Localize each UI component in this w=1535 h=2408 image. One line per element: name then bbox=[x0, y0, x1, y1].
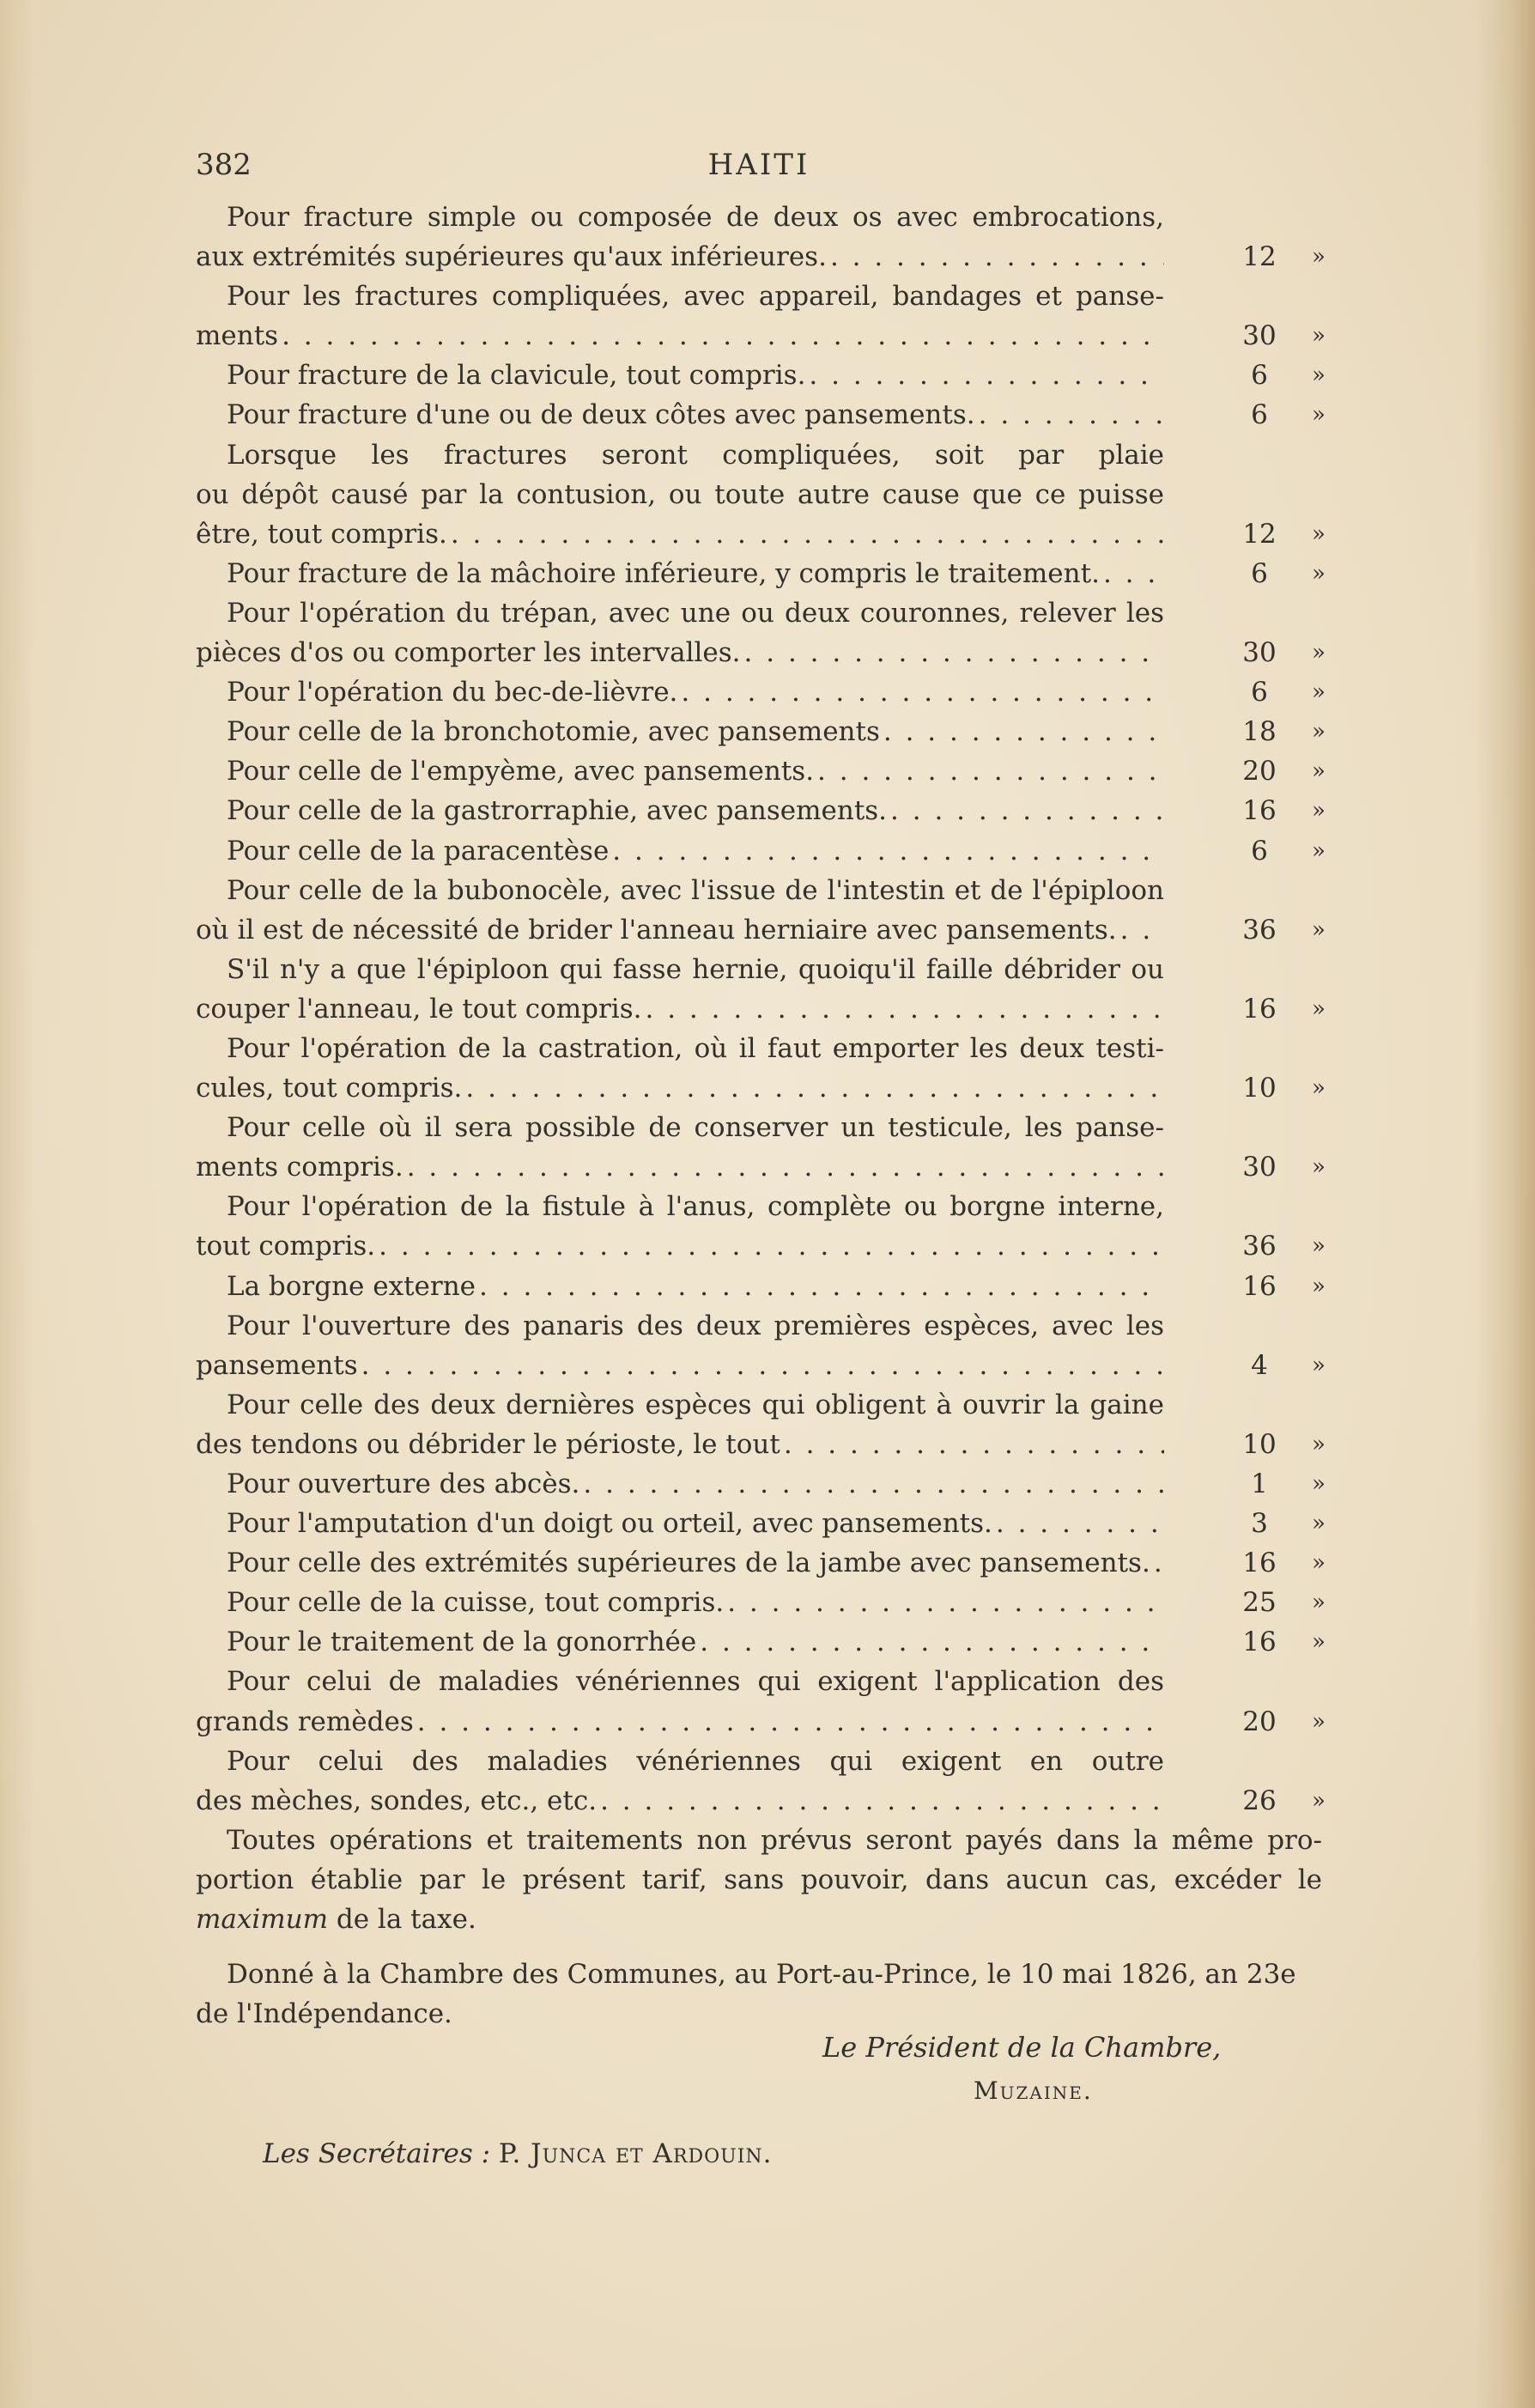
tariff-amount: 6 bbox=[1251, 399, 1268, 431]
dot-leader bbox=[379, 1226, 1164, 1266]
tariff-entry-text: couper l'anneau, le tout compris. bbox=[196, 993, 642, 1025]
tariff-entry-text: Pour fracture de la mâchoire inférieure, y compris le traitement. bbox=[227, 557, 1100, 589]
secretaries-label: Les Secrétaires : bbox=[263, 2138, 499, 2169]
tariff-entry-text: ments bbox=[196, 320, 279, 352]
tariff-amount: 30 bbox=[1242, 637, 1277, 669]
tariff-entry-text: Pour celle où il sera possible de conserver un testicule, les panse- bbox=[227, 1112, 1164, 1144]
dot-leader bbox=[1103, 554, 1164, 593]
tariff-entry-row bbox=[196, 1622, 1326, 1662]
president-name: Muzaine. bbox=[974, 2077, 1093, 2105]
tariff-entry-row bbox=[196, 1147, 1326, 1187]
tariff-entry-text-line bbox=[196, 198, 1322, 237]
page-number: 382 bbox=[196, 148, 252, 182]
tariff-entry-row bbox=[196, 791, 1326, 830]
tariff-entry-text: cules, tout compris. bbox=[196, 1073, 463, 1104]
paragraph-gap bbox=[196, 1939, 1322, 1955]
dot-leader bbox=[479, 1267, 1164, 1306]
tariff-amount: 16 bbox=[1242, 1627, 1277, 1658]
dot-leader bbox=[1154, 1543, 1164, 1583]
dot-leader bbox=[361, 1346, 1164, 1385]
tariff-entry-row bbox=[196, 1464, 1326, 1504]
tariff-entry-text-line bbox=[196, 1187, 1322, 1226]
tariff-entry-row bbox=[196, 356, 1326, 395]
ditto-mark: » bbox=[1312, 520, 1326, 547]
tariff-entry-text: Pour fracture d'une ou de deux côtes avec pansements. bbox=[227, 399, 975, 431]
tariff-entry-text: Pour celui de maladies vénériennes qui exigent l'application des bbox=[227, 1666, 1164, 1698]
dot-leader bbox=[890, 791, 1164, 830]
ditto-mark: » bbox=[1312, 758, 1326, 785]
ditto-mark: » bbox=[1312, 323, 1326, 350]
dot-leader bbox=[700, 1622, 1164, 1662]
tariff-entry-row bbox=[196, 1543, 1326, 1583]
tariff-amount: 20 bbox=[1242, 1706, 1277, 1737]
tariff-entry-row bbox=[196, 989, 1326, 1029]
tariff-entry-row bbox=[196, 1267, 1326, 1306]
closing-paragraph-line bbox=[196, 1821, 1322, 1860]
tariff-amount: 30 bbox=[1242, 320, 1277, 352]
ditto-mark: » bbox=[1312, 1511, 1326, 1537]
tariff-entry-text: Pour celle de la bronchotomie, avec pansements bbox=[227, 716, 880, 748]
tariff-entry-text: Pour celle de la bubonocèle, avec l'issue de l'intestin et de l'épiploon bbox=[227, 874, 1164, 906]
ditto-mark: » bbox=[1312, 362, 1326, 389]
tariff-entry-text: des tendons ou débrider le périoste, le tout bbox=[196, 1428, 780, 1460]
closing-text: portion établie par le présent tarif, sans pouvoir, dans aucun cas, excéder le bbox=[196, 1864, 1322, 1895]
date-line: de l'Indépendance. bbox=[196, 1998, 452, 2030]
closing-text: Toutes opérations et traitements non prévus seront payés dans la même pro- bbox=[227, 1824, 1322, 1856]
ditto-mark: » bbox=[1312, 560, 1326, 587]
president-title: Le Président de la Chambre, bbox=[822, 2031, 1222, 2064]
tariff-amount: 30 bbox=[1242, 1152, 1277, 1183]
tariff-amount: 36 bbox=[1242, 1231, 1277, 1262]
tariff-entry-row bbox=[196, 633, 1326, 672]
tariff-entry-text: Pour celle des extrémités supérieures de la jambe avec pansements. bbox=[227, 1548, 1150, 1579]
tariff-entry-text: Pour l'opération du bec-de-lièvre. bbox=[227, 677, 678, 708]
tariff-entry-text: grands remèdes bbox=[196, 1706, 414, 1737]
tariff-entry-text: Pour fracture de la clavicule, tout compris. bbox=[227, 360, 806, 392]
tariff-entry-text: S'il n'y a que l'épiploon qui fasse hernie, quoiqu'il faille débrider ou bbox=[227, 953, 1164, 985]
tariff-amount: 4 bbox=[1251, 1349, 1268, 1381]
tariff-entry-row bbox=[196, 395, 1326, 435]
tariff-entry-text: Pour l'opération de la fistule à l'anus, complète ou borgne interne, bbox=[227, 1191, 1164, 1223]
tariff-entry-text: pansements bbox=[196, 1349, 358, 1381]
tariff-entry-text: Pour celle de la gastrorraphie, avec pansements. bbox=[227, 795, 888, 827]
tariff-entry-text-line bbox=[196, 1306, 1322, 1346]
tariff-entry-row bbox=[196, 1226, 1326, 1266]
ditto-mark: » bbox=[1312, 1708, 1326, 1735]
ditto-mark: » bbox=[1312, 916, 1326, 943]
ditto-mark: » bbox=[1312, 1550, 1326, 1577]
ditto-mark: » bbox=[1312, 1431, 1326, 1457]
tariff-amount: 6 bbox=[1251, 677, 1268, 708]
tariff-amount: 12 bbox=[1242, 241, 1277, 273]
tariff-entry-text: Pour les fractures compliquées, avec appareil, bandages et panse- bbox=[227, 281, 1164, 313]
ditto-mark: » bbox=[1312, 1787, 1326, 1814]
tariff-entry-text: Pour l'opération de la castration, où il faut emporter les deux testi- bbox=[227, 1032, 1164, 1064]
ditto-mark: » bbox=[1312, 719, 1326, 745]
tariff-entry-text: La borgne externe bbox=[227, 1270, 476, 1302]
dot-leader bbox=[809, 356, 1164, 395]
tariff-entry-row bbox=[196, 910, 1326, 950]
dot-leader bbox=[407, 1147, 1164, 1187]
tariff-entry-text: pièces d'os ou comporter les intervalles. bbox=[196, 637, 741, 669]
ditto-mark: » bbox=[1312, 1075, 1326, 1102]
ditto-mark: » bbox=[1312, 837, 1326, 864]
page-edge-shadow-right bbox=[1475, 0, 1535, 2408]
dot-leader bbox=[282, 316, 1164, 356]
tariff-amount: 25 bbox=[1242, 1587, 1277, 1619]
tariff-entry-text: ou dépôt causé par la contusion, ou toute autre cause que ce puisse bbox=[196, 478, 1164, 510]
page-edge-shadow-left bbox=[0, 0, 34, 2408]
tariff-amount: 3 bbox=[1251, 1508, 1268, 1540]
ditto-mark: » bbox=[1312, 1233, 1326, 1260]
ditto-mark: » bbox=[1312, 679, 1326, 706]
tariff-entry-text: ments compris. bbox=[196, 1152, 403, 1183]
ditto-mark: » bbox=[1312, 1590, 1326, 1616]
tariff-entry-text: Lorsque les fractures seront compliquées, soit par plaie bbox=[227, 439, 1164, 471]
tariff-entry-text: Pour celle des deux dernières espèces qui obligent à ouvrir la gaine bbox=[227, 1389, 1164, 1420]
tariff-entry-text-line bbox=[196, 871, 1322, 910]
secretaries-line bbox=[263, 2138, 773, 2169]
dot-leader bbox=[830, 237, 1164, 277]
tariff-entry-text-line bbox=[196, 950, 1322, 989]
tariff-entry-text: Pour fracture simple ou composée de deux os avec embrocations, bbox=[227, 202, 1164, 233]
tariff-entry-row bbox=[196, 831, 1326, 871]
ditto-mark: » bbox=[1312, 402, 1326, 429]
tariff-list bbox=[196, 198, 1326, 2034]
tariff-entry-row bbox=[196, 514, 1326, 554]
dot-leader bbox=[583, 1464, 1164, 1504]
tariff-entry-row bbox=[196, 554, 1326, 593]
dot-leader bbox=[727, 1583, 1164, 1622]
tariff-entry-text: Pour celle de la cuisse, tout compris. bbox=[227, 1587, 725, 1619]
tariff-amount: 12 bbox=[1242, 518, 1277, 550]
dot-leader bbox=[451, 514, 1164, 554]
tariff-entry-row bbox=[196, 316, 1326, 356]
tariff-entry-text-line bbox=[196, 435, 1322, 475]
tariff-entry-row bbox=[196, 1702, 1326, 1742]
tariff-amount: 16 bbox=[1242, 795, 1277, 827]
tariff-amount: 6 bbox=[1251, 835, 1268, 867]
tariff-entry-text: Pour celle de l'empyème, avec pansements. bbox=[227, 756, 815, 787]
tariff-entry-row bbox=[196, 1346, 1326, 1385]
tariff-entry-text-line bbox=[196, 1742, 1322, 1781]
dot-leader bbox=[417, 1702, 1164, 1742]
closing-text: de la taxe. bbox=[328, 1904, 476, 1936]
dot-leader bbox=[600, 1781, 1164, 1821]
tariff-entry-text: être, tout compris. bbox=[196, 518, 447, 550]
tariff-entry-row bbox=[196, 751, 1326, 791]
tariff-entry-text-line bbox=[196, 1029, 1322, 1068]
tariff-amount: 18 bbox=[1242, 716, 1277, 748]
tariff-amount: 36 bbox=[1242, 914, 1277, 946]
tariff-entry-text: Pour ouverture des abcès. bbox=[227, 1469, 580, 1499]
tariff-entry-row bbox=[196, 1425, 1326, 1464]
tariff-entry-text: Pour l'opération du trépan, avec une ou deux couronnes, relever les bbox=[227, 597, 1164, 629]
tariff-entry-text: Pour celui des maladies vénériennes qui exigent en outre bbox=[227, 1745, 1164, 1777]
dot-leader bbox=[645, 989, 1164, 1029]
ditto-mark: » bbox=[1312, 1629, 1326, 1656]
ditto-mark: » bbox=[1312, 640, 1326, 666]
closing-paragraph-line bbox=[196, 1860, 1322, 1900]
tariff-entry-text: Pour celle de la paracentèse bbox=[227, 835, 610, 867]
ditto-mark: » bbox=[1312, 1471, 1326, 1497]
tariff-entry-text-line bbox=[196, 277, 1322, 316]
dot-leader bbox=[996, 1504, 1164, 1543]
tariff-entry-text: des mèches, sondes, etc., etc. bbox=[196, 1785, 598, 1816]
dot-leader bbox=[1120, 910, 1164, 950]
tariff-entry-text: aux extrémités supérieures qu'aux inférieures. bbox=[196, 241, 827, 273]
tariff-amount: 6 bbox=[1251, 557, 1268, 589]
tariff-entry-text-line bbox=[196, 1108, 1322, 1147]
ditto-mark: » bbox=[1312, 1273, 1326, 1299]
tariff-entry-text: Pour l'amputation d'un doigt ou orteil, avec pansements. bbox=[227, 1508, 992, 1540]
tariff-entry-text: tout compris. bbox=[196, 1231, 376, 1262]
tariff-amount: 1 bbox=[1251, 1469, 1268, 1499]
tariff-entry-text-line bbox=[196, 1385, 1322, 1425]
tariff-amount: 16 bbox=[1242, 1270, 1277, 1302]
tariff-entry-text: Pour l'ouverture des panaris des deux premières espèces, avec les bbox=[227, 1310, 1164, 1341]
tariff-amount: 10 bbox=[1242, 1073, 1277, 1104]
tariff-amount: 6 bbox=[1251, 360, 1268, 392]
dot-leader bbox=[465, 1068, 1164, 1108]
tariff-entry-text-line bbox=[196, 593, 1322, 633]
running-title: HAITI bbox=[707, 148, 810, 182]
ditto-mark: » bbox=[1312, 798, 1326, 824]
ditto-mark: » bbox=[1312, 244, 1326, 271]
date-line: Donné à la Chambre des Communes, au Port-au-Prince, le 10 mai 1826, an 23e bbox=[227, 1959, 1296, 1991]
tariff-entry-row bbox=[196, 237, 1326, 277]
dot-leader bbox=[744, 633, 1164, 672]
dot-leader bbox=[784, 1425, 1164, 1464]
tariff-entry-text-line bbox=[196, 475, 1322, 514]
page-header bbox=[196, 148, 1322, 191]
closing-emphasis: maximum bbox=[196, 1904, 329, 1936]
secretaries-names: P. Junca et Ardouin. bbox=[498, 2138, 773, 2169]
closing-paragraph-line bbox=[196, 1900, 1322, 1939]
tariff-amount: 16 bbox=[1242, 1548, 1277, 1579]
dot-leader bbox=[612, 831, 1164, 871]
tariff-entry-text: Pour le traitement de la gonorrhée bbox=[227, 1627, 697, 1658]
dot-leader bbox=[979, 395, 1164, 435]
tariff-entry-row bbox=[196, 1781, 1326, 1821]
dot-leader bbox=[817, 751, 1164, 791]
tariff-amount: 10 bbox=[1242, 1428, 1277, 1460]
tariff-entry-row bbox=[196, 1504, 1326, 1543]
tariff-entry-text-line bbox=[196, 1662, 1322, 1701]
tariff-amount: 26 bbox=[1242, 1785, 1277, 1816]
dot-leader bbox=[883, 712, 1164, 751]
tariff-entry-row bbox=[196, 1068, 1326, 1108]
tariff-entry-row bbox=[196, 712, 1326, 751]
ditto-mark: » bbox=[1312, 1352, 1326, 1378]
tariff-entry-row bbox=[196, 1583, 1326, 1622]
tariff-amount: 16 bbox=[1242, 993, 1277, 1025]
ditto-mark: » bbox=[1312, 995, 1326, 1022]
tariff-entry-text: où il est de nécessité de brider l'anneau herniaire avec pansements. bbox=[196, 914, 1117, 946]
tariff-amount: 20 bbox=[1242, 756, 1277, 787]
dot-leader bbox=[681, 672, 1164, 712]
ditto-mark: » bbox=[1312, 1154, 1326, 1181]
tariff-entry-row bbox=[196, 672, 1326, 712]
